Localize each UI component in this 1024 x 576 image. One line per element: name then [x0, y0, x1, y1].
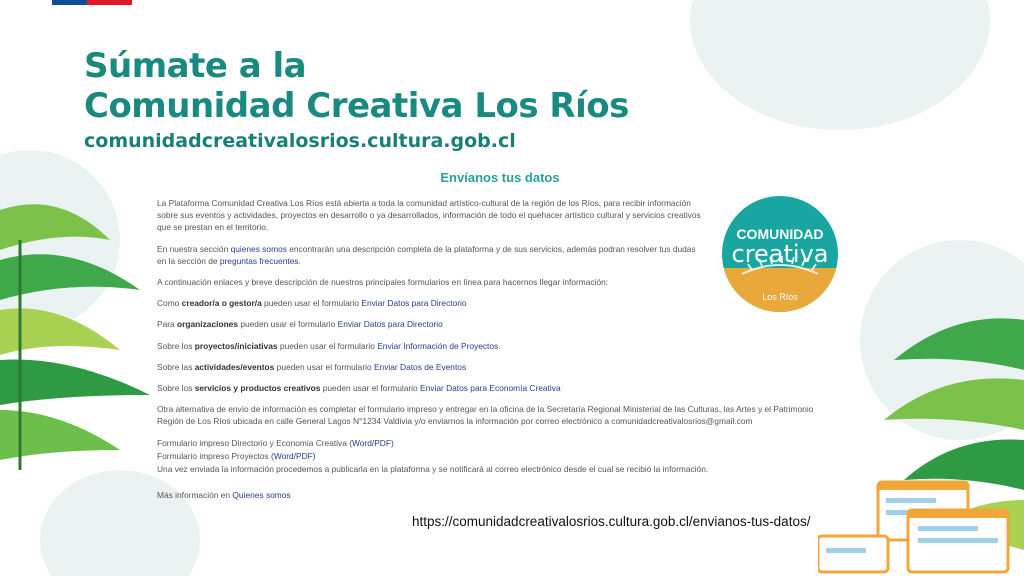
about-link[interactable]: quienes somos: [230, 243, 287, 254]
form-link-events[interactable]: Enviar Datos de Eventos: [373, 361, 467, 372]
form-link-directory[interactable]: Enviar Datos para Directorio: [361, 298, 467, 309]
form-audience: creador/a o gestor/a: [181, 298, 262, 309]
form-pre: Sobre las: [157, 361, 195, 372]
section-suffix: .: [298, 255, 301, 266]
form-link-projects[interactable]: Enviar Información de Proyectos.: [377, 340, 501, 351]
form-item-organizations: [157, 318, 707, 330]
logo-text-losrios: Los Ríos: [762, 292, 798, 302]
form-mid: pueden usar el formulario: [320, 383, 421, 394]
hero-site-url: comunidadcreativalosrios.cultura.gob.cl: [84, 130, 516, 152]
form-audience: organizaciones: [177, 319, 238, 330]
more-about-link[interactable]: Quienes somos: [232, 490, 291, 501]
section-paragraph: [157, 243, 707, 267]
form-mid: pueden usar el formulario: [238, 319, 338, 330]
flag-red: [87, 0, 132, 5]
printed-projects-label: Formulario impreso Proyectos: [157, 450, 272, 461]
publish-notice: Una vez enviada la información procedemos a publicarla en la plataforma y se notificará al correo electrónico desde el cual se recibió la información.: [157, 464, 709, 475]
form-pre: Sobre los: [157, 340, 195, 351]
hero-heading: [84, 46, 629, 152]
more-prefix: Más información en: [157, 490, 233, 501]
hero-title-line1: Súmate a la: [84, 46, 307, 86]
form-screens-illustration-icon: [818, 470, 1018, 576]
form-audience: servicios y productos creativos: [194, 383, 321, 394]
form-pre: Sobre los: [157, 383, 195, 394]
flag-blue: [52, 0, 87, 5]
form-item-projects: [157, 340, 707, 352]
printed-projects: [157, 450, 707, 462]
printed-directory: [157, 437, 707, 449]
printed-directory-link[interactable]: (Word/PDF): [349, 437, 394, 448]
printed-directory-label: Formulario impreso Directorio y Economia Creativa: [157, 437, 350, 448]
intro-paragraph: La Plataforma Comunidad Creativa Los Ríos está abierta a toda la comunidad artístico-cultural de la región de los Ríos, para recibir información sobre sus eventos y actividades, proyectos en desarrollo o ya desarrollados, información de todo el quehacer artístico cultural y servicios creativos que se prestan en el territorio.: [157, 198, 701, 233]
gov-flag-strip: [52, 0, 132, 5]
form-link-directory-org[interactable]: Enviar Datos para Directorio: [337, 319, 443, 330]
main-content: [157, 197, 814, 510]
form-mid: pueden usar el formulario: [277, 340, 378, 351]
logo-text-comunidad: COMUNIDAD: [736, 226, 824, 242]
form-pre: Para: [157, 319, 178, 330]
alternative-paragraph: Otra alternativa de envío de información es completar el formulario impreso y entregar en la oficina de la Secretaría Regional Ministerial de las Culturas, las Artes y el Patrimonio Región de Los Ríos ubicada en calle General Lagos N°1234 Valdivia y/o enviarnos la información por correo electrónico a comunidadcreativalosrios@gmail.com: [157, 404, 814, 427]
form-item-creator: [157, 297, 707, 309]
form-mid: pueden usar el formulario: [261, 298, 362, 309]
source-url-caption: https://comunidadcreativalosrios.cultura.gob.cl/envianos-tus-datos/: [412, 514, 811, 529]
form-link-economy[interactable]: Enviar Datos para Economía Creativa: [420, 383, 561, 394]
more-info: [157, 489, 707, 501]
form-pre: Como: [157, 298, 182, 309]
comunidad-creativa-logo: [722, 196, 838, 312]
hero-title-line2: Comunidad Creativa Los Ríos: [84, 86, 629, 126]
form-audience: actividades/eventos: [194, 361, 275, 372]
logo-text-creativa: creativa: [731, 240, 829, 268]
section-middle: encontrarán una descripción completa de la plataforma y de sus servicios, además podran resolver tus dudas en la sección de: [157, 243, 696, 266]
faq-link[interactable]: preguntas frecuentes: [219, 255, 299, 266]
page-title: Envíanos tus datos: [440, 170, 560, 185]
palm-leaves-left-icon: [0, 180, 160, 480]
forms-intro: A continuación enlaces y breve descripción de nuestros principales formularios en línea para hacernos llegar información:: [157, 277, 609, 288]
section-prefix: En nuestra sección: [157, 243, 231, 254]
form-audience: proyectos/iniciativas: [194, 340, 278, 351]
form-item-events: [157, 361, 707, 373]
form-mid: pueden usar el formulario: [274, 361, 374, 372]
printed-projects-link[interactable]: (Word/PDF): [271, 450, 316, 461]
form-item-services: [157, 382, 707, 394]
background-blob: [690, 0, 990, 130]
